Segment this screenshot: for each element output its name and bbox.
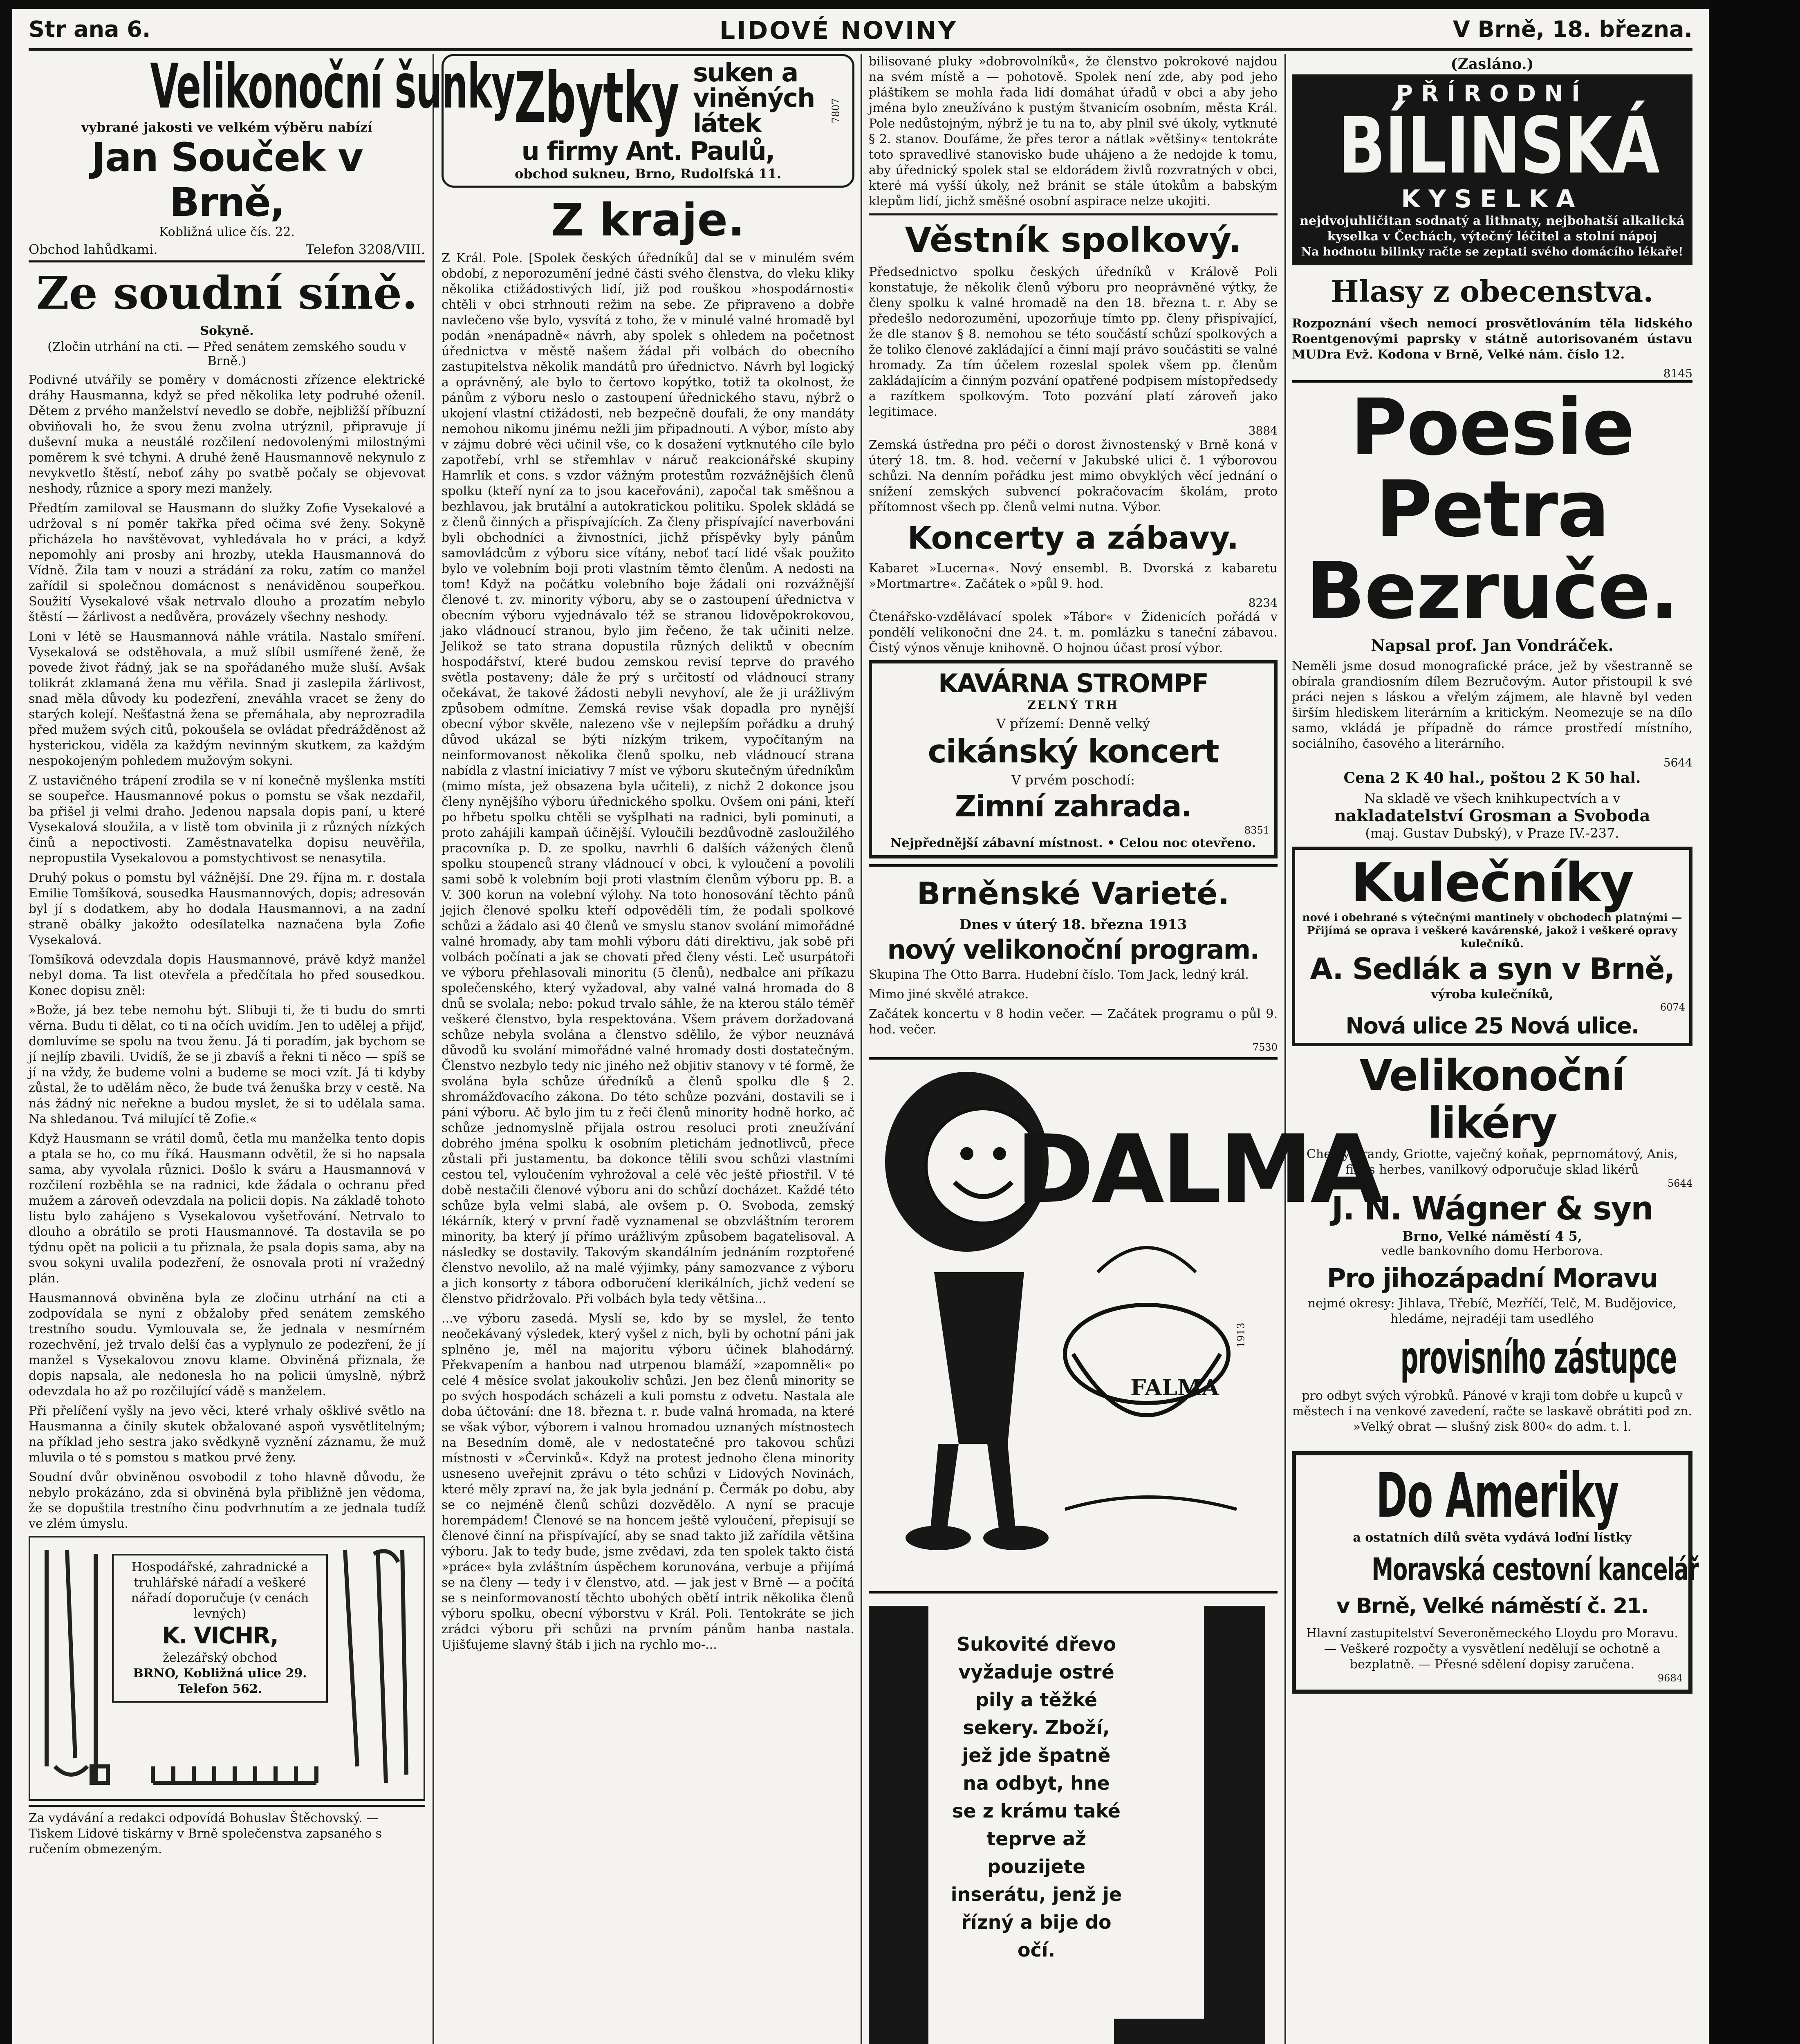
- ad-text: Sukovité dřevo vyžaduje ostré pily a těžké sekery. Zboží, jež jde špatně na odbyt, hne se z krámu také teprve až pouzijete inserátu, jenž je řízný a bije do očí.: [950, 1633, 1122, 1961]
- newspaper-page: [12, 9, 1709, 2044]
- ad-line: Nejpřednější zábavní místnost. • Celou noc otevřeno.: [890, 836, 1256, 850]
- ad-title: Pro jihozápadní Moravu: [1327, 1264, 1658, 1294]
- ad-line: Hospodářské, zahradnické a truhlářské nářadí a veškeré nářadí doporučuje (v cenách levných): [131, 1560, 309, 1621]
- ad-number: 5644: [1667, 1178, 1692, 1189]
- ad-title: Petra: [1375, 464, 1609, 554]
- article-lead: (Zločin utrhání na cti. — Před senátem zemského soudu v Brně.): [47, 340, 406, 368]
- ad-title: Do Ameriky: [1376, 1460, 1619, 1531]
- paragraph: Rozpoznání všech nemocí prosvětlováním těla lidského Roentgenovými paprsky v státně autorisovaném ústavu MUDra Evž. Kodona v Brně, Velké nám. číslo 12.: [1292, 316, 1692, 362]
- ad-line: vedle bankovního domu Herborova.: [1381, 1244, 1603, 1258]
- ad-line: Cherry brandy, Griotte, vaječný koňak, peprnomátový, Anis, fines herbes, vanilkový odporučuje sklad likérů: [1306, 1147, 1678, 1177]
- ad-line: nejdvojuhličitan sodnatý a lithnaty, nejbohatší alkalická kyselka v Čechách, výtečný léčitel a stolní nápoj: [1300, 214, 1685, 244]
- paragraph: Neměli jsme dosud monografické práce, jež by všestranně se obírala grandiosním dílem Bezručovým. Autor přistoupil k své práci nejen s láskou a vřelým zájmem, ale hlavně byl veden širším hlediskem literárním a kritickým. Neomezuje se na dílo samo, vkládá je případně do rámce prostředí místního, sociálního, časového a literárního.: [1292, 659, 1692, 751]
- ad-label: FALMA: [1130, 1374, 1219, 1401]
- ad-name: Jan Souček v Brně,: [91, 134, 363, 225]
- paragraph: Čtenářsko-vzdělávací spolek »Tábor« v Židenicích pořádá v pondělí velikonoční dne 24. t. m. pomlázku s taneční zábavou. Čistý výnos věnuje knihovně. O hojnou účast prosí výbor.: [869, 610, 1278, 655]
- ad-title: Brněnské Varieté.: [917, 875, 1230, 912]
- ad-headline: provisního zástupce: [1400, 1331, 1677, 1384]
- ad-kavarna-strompf: [869, 660, 1278, 858]
- ad-side: suken a viněných látek: [693, 58, 815, 138]
- ad-title: Bezruče.: [1306, 546, 1679, 636]
- ad-line: Skupina The Otto Barra. Hudební číslo. Tom Jack, ledný král.: [869, 968, 1249, 982]
- page-header: [29, 12, 1692, 51]
- paragraph: »Bože, já bez tebe nemohu být. Slibuji ti, že ti budu do smrti věrna. Budu ti dělat, co ti na očích uvidím. Jen to udělej a přijď, domluvíme se spolu na tvou ženu. Já ti poradím, jak bychom se jí nejlíp zbavili. Uvidíš, že se ji zbavíš a řekni ti něco — spíš se jí na vždy, že budeme volni a budeme se moci vzít. Já ti kdyby zůstal, že to udělám něco, že bude tvá ženuška brzy v cestě. Na nás žádný nic neřekne a budou myslet, že si to udělala sama. Na shledanou. Tvá milující tě Zofie.«: [29, 1003, 425, 1126]
- ad-address: Brno, Velké náměstí 4 5,: [1402, 1228, 1582, 1244]
- ad-sub: KYSELKA: [1401, 185, 1583, 213]
- ad-number: 8145: [1663, 367, 1692, 380]
- ad-do-ameriky: [1292, 1451, 1699, 1694]
- paragraph: Z Král. Pole. [Spolek českých úředníků] dal se v minulém svém období, z neporozumění jedné části svého členstva, do vleku kliky několika ctižádostivých lidí, již pod rouškou »hospodárnosti« chtěli v obci strhnouti režim na sebe. Ze připraveno a dobře navlečeno vše bylo, vysvítá z toho, že v minulé valné hromadě byl podán »nenápadně« návrh, aby spolek s ohledem na početnost úřednictva v městě našem žádal při volbách do obecního zastupitelstva několik mandátů pro úřednictvo. Návrh byl logický a oprávněný, ale bylo to čertovo kopýtko, totiž ta okolnost, že pánům z výboru neslo o zastoupení úřednického stavu, nýbrž o ukojení vlastní ctižádosti, neb bezpečně doufali, že ony mandáty nemohou nikomu jinému nežli jim připadnouti. A výbor, místo aby v zájmu dobré věci učinil vše, co k dosažení vytknutého cíle bylo zapotřebí, vrhl se střemhlav v náruč reakcionářské skupiny Hamrlík et cons. s vzdor vážným protestům rozvážnějších členů spolku (kteří nyní za to jsou kaceřováni), započal tak směšnou a bezhlavou, jak brutální a autokratickou politiku. Spolek skládá se z členů činných a přispívajících. Za členy přispívající naverbováni byli obchodníci a živnostníci, jichž příspěvky byly pánům samovládcům z výboru sice vítány, neboť tací lidé však použito bylo ve volebním boji proti vlastním těmto členům. A nedosti na tom! Když na počátku volebního boje žádali oni rozvážnější členové t. zv. minority výboru, aby se o zastoupení úřednictva v obecním výboru vyjednávalo též se stranou lidověpokrokovou, jako vládnoucí stranou, bylo jim řečeno, že tak učiniti nelze. Jelikož se tato strana dopustila různých deliktů v obecním hospodářství, které budou zemskou revisí teprve do pravého světla postaveny; dále že prý s určitostí od vládnoucí strany očekávat, že takové žádosti nebyli nevyhoví, ale že ji urážlivým způsobem odmítne. Zemská revise však dopadla pro nynější obecní výbor skvěle, nalezeno vše v nejlepším pořádku a druhý důvod ukázal se býti nízkým trikem, vypočítaným na neinformovanost několika členů spolku, neb vládnoucí strana nabídla z vlastní iniciativy 7 míst ve výboru skutečným úředníkům (mimo místa, jež obsazena byla učiteli), z nichž 2 dokonce jsou členy nynějšího výboru úřednického spolku. Ovšem oni páni, kteří po hřbetu spolku chtěli se vyšplhati na radnici, byli pominuti, a proto zahájili kampaň účinější. Vyloučili bezdůvodně zasloužilého pracovníka p. D. ze spolku, navrhli 6 dalších vážených členů spolku stoupenců strany vládnoucí v obci, k vyloučení a povolili sami sobě k volebním boji proti vlastním členům výboru pp. B. a V. 300 korun na volební výlohy. Na toto honosování těchto pánů jejich členové spolku kteří odpověděli tím, že podali spolkové schůzi a žádalo asi 40 členů ve smyslu stanov svolání mimořádné valné hromady, aby tam mohli výboru dáti direktivu, jak sobě při volbách počínati a jak se chovati před členy vésti. Leč usurpátoři ve výboru přehlasovali minoritu (5 členů), nedbalce ani příkazu společenského, který vyžadoval, aby valné valná hromada do 8 dnů se svolala; nebo: pokud trvalo sáhle, že na kterou stálo téměř veškeré členstvo, byla respektována. Všem právem doržadovaná schůze nebyla svolána a členstvo sdělilo, že výbor neuznává důvodů ku svolání mimořádné valné hromady dosti dostatečným. Členstvo nezbylo tedy nic jiného než objitiv stanovy v té formě, že svolána byla schůze úředníků a členů spolku dle § 2. shromážďovacího zákona. Do této schůze pozváni, dostavili se i páni výboru. Ač bylo jim tu z řeči členů minority hodně horko, ač schůze jednomyslně přijala ostrou resoluci proti zneužívání dobrého jména spolku k osobním pletichám jednotlivců, přece zůstali při justamentu, ba dokonce tělili svou schůzi vlastními cestou tel, vyloučením vyhrožoval a celé věc ještě přiostřil. V té době nestačili členové výboru ani do schůzí docházet. Každé této schůze byla velmi slabá, ale ovšem p. O. Svoboda, zemský lékárník, který v první řadě vyznamenal se obzvláštním terorem minority, ba který jí přímo urážlivým způsobem bagatelisoval. A následky se dostavily. Takovým skandálním jednáním rozptořené členstvo nevolilo, až na malé výjimky, pány samozvance z výboru a jich konsorty z tábora odboručení klerikálních, jichž vedení se členstvo přidržovalo. Při volbách byla tedy většina...: [442, 251, 854, 1306]
- paragraph: Zemská ústředna pro péči o dorost živnostenský v Brně koná v úterý 18. tm. 8. hod. večerní v Jakubské ulici č. 1 výborovou schůzi. Na denním pořádku jest mimo obvyklých věcí jednání o snížení zemských subvencí pokračovacím školám, proto přítomnost všech pp. členů velmi nutna. Výbor.: [869, 438, 1278, 514]
- section-title: Hlasy z obecenstva.: [1331, 274, 1654, 309]
- article-title: Ze soudní síně.: [36, 267, 418, 319]
- ad-title: Velikonoční: [1359, 1051, 1625, 1100]
- ad-address: v Brně, Velké náměstí č. 21.: [1336, 1594, 1648, 1618]
- ad-sub: ZELNÝ TRH: [1027, 698, 1119, 712]
- ad-line: Začátek koncertu v 8 hodin večer. — Začátek programu o půl 9. hod. večer.: [869, 1007, 1278, 1037]
- ad-dalma: [869, 1057, 1381, 1587]
- paragraph: Tomšíková odevzdala dopis Hausmannové, právě když manžel nebyl doma. Ta list otevřela a předčítala ho před sousedkou. Konec dopisu zněl:: [29, 953, 425, 998]
- ad-poesie-bezruce: [1292, 380, 1692, 841]
- ad-top: PŘÍRODNÍ: [1396, 81, 1588, 107]
- ad-line: nové i obehrané s výtečnými mantinely v obchodech platnými — Přijímá se oprava i veškeré kavárenské, jakož i veškeré opravy kulečníků.: [1302, 912, 1682, 950]
- ad-line: V přízemí: Denně velký: [996, 716, 1150, 731]
- ad-title: Zbytky: [514, 58, 679, 139]
- ad-kulecniky: [1292, 847, 1692, 1046]
- column-rule: [433, 54, 434, 2044]
- ad-line: V prvém poschodí:: [1011, 772, 1135, 788]
- ad-line: vybrané jakosti ve velkém výběru nabízí: [81, 119, 373, 135]
- section-koncerty: [869, 519, 1278, 656]
- ad-likery: [1292, 1052, 1692, 1258]
- ad-headline: nový velikonoční program.: [887, 935, 1259, 965]
- imprint: Za vydávání a redakci odpovídá Bohuslav Štěchovský. — Tiskem Lidové tiskárny v Brně společenstva zapsaného s ručením obmezeným.: [29, 1805, 425, 1857]
- paragraph: Druhý pokus o pomstu byl vážnější. Dne 29. října m. r. dostala Emilie Tomšíková, sousedka Hausmannových, dopis; adresován byl jí s dodatkem, aby ho dodala Hausmannovi, a na zadní straně obálky jakožto odesílatelka naznačena byla Zofie Vysekalová.: [29, 871, 425, 947]
- ad-number: 5644: [1663, 756, 1692, 769]
- paragraph: Když Hausmann se vrátil domů, četla mu manželka tento dopis a ptala se ho, co mu říká. Hausmann odvětil, že si ho napsala sama, aby vyvolala různici. Došlo k sváru a Hausmannová v rozčilení rozběhla se na radnici, kde žádala o ochranu před mužem a zároveň odevzdala na policii dopis. Na základě tohoto listu bylo zahájeno s Vysekalovou vyšetřování. Netrvalo to dlouho a obrátilo se proti Hausmannové. Ta dostavila se po týdnu opět na policii a tu přiznala, že psala dopis sama, aby na svou sokyni uvalila podezření, že osnovala proti ní vražedný plán.: [29, 1132, 425, 1286]
- ad-title: DALMA: [1016, 1115, 1381, 1224]
- ad-number: 8234: [1248, 596, 1278, 610]
- divider: [869, 213, 1278, 215]
- ad-line: a ostatních dílů světa vydává loďní lístky: [1353, 1531, 1632, 1545]
- ad-line: (maj. Gustav Dubský), v Praze IV.-237.: [1365, 825, 1619, 841]
- ad-address: BRNO, Kobližná ulice 29.: [133, 1666, 307, 1681]
- paragraph: Kabaret »Lucerna«. Nový ensembl. B. Dvorská z kabaretu »Mortmartre«. Začátek o »půl 9. hod.: [869, 561, 1278, 591]
- ad-line: Mimo jiné skvělé atrakce.: [869, 987, 1029, 1002]
- ad-brnenske-variete: [869, 864, 1278, 1053]
- article-subtitle: Sokyně.: [200, 324, 254, 338]
- zaslano-label: (Zasláno.): [1450, 56, 1534, 73]
- ad-number: 3884: [1248, 424, 1278, 437]
- vichr-text-box: [112, 1554, 328, 1703]
- ad-line: Na hodnotu bilinky račte se zeptati svého domácího lékaře!: [1301, 245, 1683, 258]
- paragraph: Loni v létě se Hausmannová náhle vrátila. Nastalo smíření. Vysekalová se odstěhovala, a muž slíbil usmířené ženě, že povede život řádný, jak se na spořádaného muže sluší. Avšak tolikrát zklamaná žena mu věřila. Snad ji zaslepila žárlivost, snad měla důvody ku podezření, zneváhla vracet se ženy do starých kolejí. Nešťastná žena se přemáhala, aby neprozradila před mužem svých citů, pokoušela se ovládat předrážděnost až hysterickou, viděla za každým nevinným skutkem, za každým nespokojeným pohledem mužovým sokyni.: [29, 630, 425, 768]
- ad-name: J. N. Wágner & syn: [1332, 1190, 1653, 1227]
- ad-address: Nová ulice 25 Nová ulice.: [1345, 1013, 1639, 1039]
- section-hlasy: [1292, 271, 1692, 380]
- paragraph: Předsednictvo spolku českých úředníků v Králově Poli konstatuje, že několik členů výboru pro neoprávněné výtky, že členy spolku k valné hromadě na den 18. března t. r. Aby se předešlo nedorozumění, upozorňuje tímto pp. členy přispívající, že dle stanov § 8. nemohou se této součástí schůzí spolkových a že toliko členové zakládající a činní mají právo součástiti se valné hromady. Za tím účelem rozeslal spolek všem pp. členům zakládajícím a činným pozvání opatřené podpisem místopředsedy a razítkem spolkovým. Toto pozvání platí zároveň jako legitimace.: [869, 265, 1278, 419]
- ad-line: železářský obchod: [163, 1651, 277, 1665]
- paragraph: Soudní dvůr obviněnou osvobodil z toho hlavně důvodu, že nebylo prokázáno, zda si obviněná byla přibližně jen vědoma, že se dopuštila trestního činu podvrhnutím a ze jednala tudíž ve zlém úmyslu.: [29, 1470, 425, 1531]
- masthead: LIDOVÉ NOVINY: [720, 16, 958, 45]
- ad-number: 7807: [830, 98, 842, 123]
- ad-number: 1913: [1235, 1322, 1247, 1348]
- ad-sub: výroba kulečníků,: [1431, 987, 1553, 1002]
- ad-title: Velikonoční šunky: [150, 51, 515, 122]
- ad-title: BÍLINSKÁ: [1338, 101, 1659, 191]
- ad-title: Poesie: [1350, 382, 1634, 473]
- issue-date: V Brně, 18. března.: [1453, 16, 1692, 42]
- section-title: Věstník spolkový.: [905, 220, 1242, 260]
- ad-publisher: nakladatelství Grosman a Svoboda: [1334, 806, 1650, 825]
- scan-edge: [1709, 0, 1800, 2044]
- ad-vichr-tools: [29, 1536, 425, 1801]
- ad-price: Cena 2 K 40 hal., poštou 2 K 50 hal.: [1343, 769, 1641, 787]
- ad-line: nejmé okresy: Jihlava, Třebíč, Mezříčí, Telč, M. Budějovice, hledáme, nejradéji tam usedlého: [1307, 1296, 1677, 1326]
- ad-title: Kulečníky: [1351, 852, 1634, 914]
- article-title: Z kraje.: [551, 194, 745, 246]
- column-3: [869, 54, 1381, 2044]
- ad-title: likéry: [1428, 1098, 1557, 1148]
- ad-line: pro odbyt svých výrobků. Pánové v kraji tom dobře u kupců v městech i na venkové zavedení, račte se laskavě obrátiti pod zn. »Velký obrat — slušný zisk 800« do adm. t. l.: [1292, 1389, 1692, 1434]
- ad-bilinska: [1292, 74, 1692, 265]
- ad-number: 8351: [1244, 825, 1269, 836]
- ad-jihozapadni-morava: [1292, 1262, 1692, 1435]
- ad-headline: cikánský koncert: [928, 733, 1219, 770]
- article-kraj: [442, 193, 854, 1653]
- ad-author: Napsal prof. Jan Vondráček.: [1371, 636, 1614, 654]
- ad-phone: Telefon 3208/VIII.: [305, 242, 425, 257]
- ad-zbytky: [442, 54, 854, 188]
- section-title: Koncerty a zábavy.: [907, 520, 1239, 556]
- section-vestnik: [869, 220, 1278, 515]
- ad-name: A. Sedlák a syn v Brně,: [1310, 952, 1674, 986]
- paragraph: Při přelíčení vyšly na jevo věci, které vrhaly ošklivé světlo na Hausmanna a činily skutek obžalované aspoň vysvětlitelným; na příklad jeho sestra jako svědkyně vyznění záznamu, že muž mluvila o té s pomstou s matkou prvé ženy.: [29, 1404, 425, 1465]
- ad-line: Hlavní zastupitelství Severoněmeckého Lloydu pro Moravu. — Veškeré rozpočty a vysvětlení nedělují se ochotně a bezplatně. — Přesné sdělení dopisy zaručena.: [1306, 1626, 1679, 1672]
- ad-headline: Zimní zahrada.: [955, 789, 1192, 823]
- column-rule: [861, 54, 862, 2044]
- paragraph: Podivné utvářily se poměry v domácnosti zřízence elektrické dráhy Hausmanna, když se před několika lety podruhé oženil. Dětem z prvého manželství nevedlo se dobře, nejbližší příbuzní obviňovali ho, že svou ženu zvolna utrýznil, připravuje jí duševní muka a neustálé rozčilení nedovolenými milostnými poměrem k své tchyni. A druhé ženě Hausmannově nekynulo z nevykvetlo štěstí, neboť záhy po svatbě počaly se objevovat neshody, různice a spory mezi manžely.: [29, 373, 425, 496]
- ad-address: obchod sukneu, Brno, Rudolfská 11.: [515, 166, 781, 182]
- ad-sukovite-drevo: [869, 1591, 1278, 2044]
- ad-name: K. VICHR,: [162, 1623, 278, 1649]
- page-number: Str ana 6.: [29, 16, 151, 42]
- paragraph: Z ustavičného trápení zrodila se v ní konečně myšlenka mstíti se soupeřce. Hausmannové pokus o pomstu se však nezdařil, ba přišel ji velmi draho. Jedenou napsala dopis paní, u které Vysekalová sloužila, a v listě tom obvinila ji z různých nízkých činů a nepoctivosti. Zaměstnavatelka dopisu neuvěřila, nepropustila Vysekalovou a pomstychtivost se nenasytila.: [29, 773, 425, 865]
- ad-firm: u firmy Ant. Paulů,: [521, 136, 775, 166]
- ad-name: KAVÁRNA STROMPF: [938, 668, 1208, 698]
- ad-number: 7530: [1252, 1042, 1278, 1053]
- ad-date: Dnes v úterý 18. března 1913: [959, 917, 1187, 933]
- paragraph: Hausmannová obviněna byla ze zločinu utrhání na cti a zodpovídala se nyní z obžaloby před senátem zemského trestního soudu. Vymlouvala se, že jednala v nesmírném rozechvění, jež trvalo delší čas a vyplynulo ze podezření, že jí manžel s Vysekalovou znovu klame. Obviněná přiznala, že dopis napsala, ale nedonesla ho na policii úmyslně, nýbrž odevzdala ho až po rozčilující vádě s manželem.: [29, 1291, 425, 1399]
- paragraph: ...ve výboru zasedá. Myslí se, kdo by se myslel, že tento neočekávaný výsledek, který vyšel z nich, byli by ochotní páni jak splněno je, měl na majoritu výboru účinek blahodárný. Překvapením a hanbou nad utrpenou blamáží, »zapomněli« po celé 4 měsíce svolat jakoukoliv schůzi. Jen bez členů minority se po svých hospodách scházeli a kuli pomstu z odvetu. Nastala ale doba účtování: dne 18. března t. r. bude valná hromada, na které se však výbor, výborem i valnou hromadou uznaných místnostech na Besedním domě, ale v nedostatečné pro takovou schůzi místnosti v »Červinků«. Když na protest jednoho člena minority usneseno uveřejnit zprávu o této schůzi v Lidových Novinách, které měly zpraví na, že jak byla jednání p. Čermák po dobu, aby se co nejméně členů schůzi dozvědělo. A nyní se pracuje horempádem! Členové se na honcem ještě vyloučení, přepisují se členové činní na přispívající, aby se snad takto již zařídila většina výboru. Jak to tedy bude, jsme zvědavi, zda ten spolek takto čistá »práce« byla zvláštním úspěchem korunována, verbuje a přijímá se na členy — tedy i v členstvo, atd. — jak jest v Brně — a počítá se s neinformovaností těchto ubohých obětí intrik několika členů výboru spolku, obecní výborstvu v Král. Poli. Tentokráte se jich zrádci výboru při schůzi na prvním pánům hanba nastala. Ujišťujeme slavný štáb i jich na rychlo mo-...: [442, 1311, 854, 1652]
- paragraph: bilisované pluky »dobrovolníků«, že členstvo pokrokové najdou na svém místě a — pohotově. Spolek není zde, aby pod jeho pláštíkem se mohla řada lidí domáhat úřadů v obci a aby jeho jména bylo zneužíváno k pustým štvanicím osobním, města Král. Pole nedůstojným, nýbrž je tu na to, aby plnil své úkoly, vytknuté § 2. stanov. Doufáme, že přes teror a nátlak »většiny« tentokráte toto spravedlivé stanovisko bude uhájeno a že nedojde k tomu, aby úřednický spolek stal se eldorádem živlů rozvratných v obci, které má vyšší úkoly, než bránit se stále útokům a babským klepům lidí, jichž směšné osobní aspirace nelze ukojiti.: [869, 54, 1278, 208]
- ad-address: Kobližná ulice čís. 22.: [159, 225, 295, 239]
- column-2: [442, 54, 854, 2044]
- ad-line: Na skladě ve všech knihkupectvích a v: [1364, 791, 1621, 806]
- ad-phone: Telefon 562.: [177, 1682, 262, 1696]
- ad-number: 9684: [1657, 1672, 1683, 1684]
- paragraph: Předtím zamiloval se Hausmann do služky Zofie Vysekalové a udržoval s ní poměr takřka před očima své ženy. Sokyně přicházela ho navštěvovat, vyhledávala ho v práci, a když nepomohly ani prosby ani hrozby, utekla Hausmannová do Vídně. Žila tam v nouzi a strádání za roku, zatím co manžel zařídil si společnou domácnost s nenáviděnou soupeřkou. Soužití Vysekalové však netrvalo dlouho a prozatím nebylo štěstí — žárlivost a nedůvěra, provázely všechny neshody.: [29, 501, 425, 624]
- column-4: [1292, 54, 1699, 2044]
- ad-velikonocni-sunky: [29, 51, 515, 262]
- column-rule: [1284, 54, 1286, 2044]
- ad-shop: Obchod lahůdkami.: [29, 242, 158, 257]
- article-court: [29, 267, 425, 1532]
- ad-name: Moravská cestovní kancelář: [1372, 1551, 1699, 1587]
- column-1: [29, 51, 515, 2044]
- ad-number: 6074: [1660, 1002, 1685, 1013]
